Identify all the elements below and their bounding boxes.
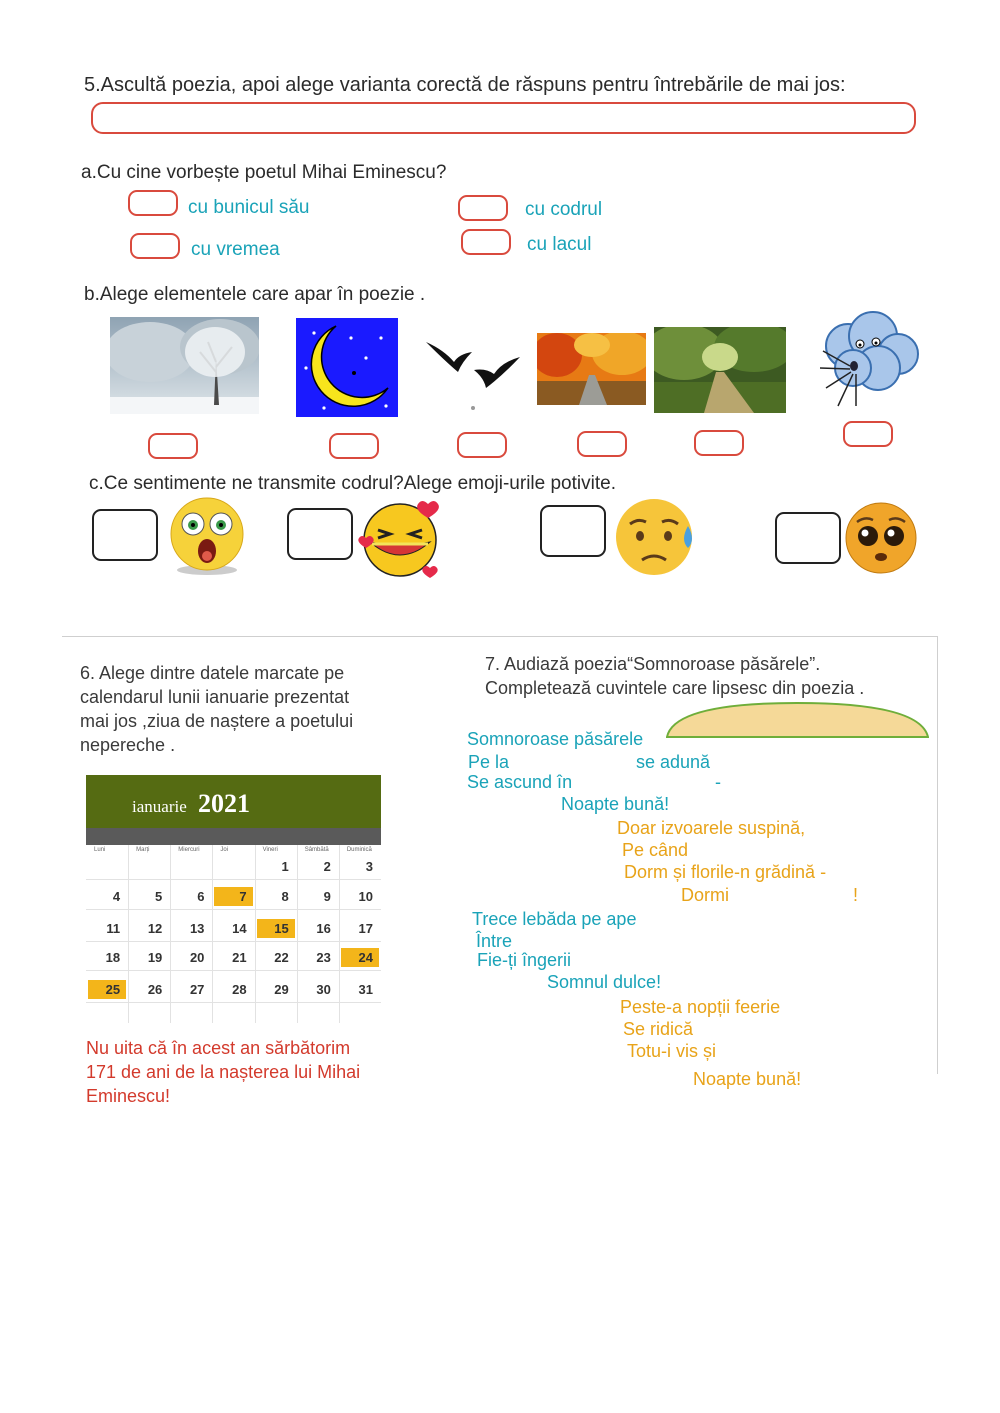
checkbox-emoji-pleading[interactable] — [775, 512, 841, 564]
calendar-day: 13 — [189, 921, 205, 936]
calendar-day-highlighted[interactable]: 25 — [88, 980, 126, 999]
checkbox-moon[interactable] — [329, 433, 379, 459]
q7-line-1: 7. Audiază poezia“Somnoroase păsărele”. — [485, 654, 821, 674]
calendar — [86, 775, 381, 1023]
calendar-gridline — [255, 845, 256, 1023]
calendar-day: 27 — [189, 982, 205, 997]
calendar-day: 8 — [281, 889, 289, 904]
section-divider — [62, 636, 938, 637]
checkbox-option-4[interactable] — [461, 229, 511, 255]
poem-line-2a: Pe la — [468, 752, 510, 772]
winter-tree-image — [110, 317, 259, 414]
option-2-label: cu codrul — [525, 199, 603, 220]
weekday-label: Joi — [220, 847, 229, 853]
calendar-day: 6 — [197, 889, 205, 904]
checkbox-option-1[interactable] — [128, 190, 178, 216]
calendar-gridline — [170, 845, 171, 1023]
checkbox-emoji-love[interactable] — [287, 508, 353, 560]
birthday-note — [86, 1036, 360, 1108]
laughing-love-emoji-icon — [358, 498, 446, 580]
poem-line-13: Peste-a nopții feerie — [620, 997, 781, 1017]
answer-drop-zone[interactable] — [666, 701, 929, 739]
calendar-day: 9 — [323, 889, 331, 904]
poem-line-5: Doar izvoarele suspină, — [617, 818, 806, 838]
calendar-day: 22 — [274, 950, 289, 965]
poem-line-9: Trece lebăda pe ape — [472, 909, 637, 929]
poem-line-15: Totu-i vis și — [627, 1041, 717, 1061]
q5a-question: a.Cu cine vorbește poetul Mihai Eminescu? — [81, 162, 447, 183]
poem-line-3a: Se ascund în — [467, 772, 573, 792]
calendar-subheader — [86, 828, 381, 845]
moon-image — [296, 318, 398, 417]
q6-line-3: mai jos ,ziua de naștere a poetului — [80, 711, 354, 731]
calendar-day: 3 — [365, 859, 373, 874]
checkbox-autumn-road[interactable] — [577, 431, 627, 457]
calendar-day: 1 — [281, 859, 289, 874]
calendar-day: 14 — [232, 921, 247, 936]
calendar-gridline — [128, 845, 129, 1023]
poem-line-14: Se ridică — [623, 1019, 694, 1039]
q5-title: 5.Ascultă poezia, apoi alege varianta corectă de răspuns pentru întrebările de mai jos: — [84, 74, 846, 96]
calendar-gridline — [212, 845, 213, 1023]
checkbox-emoji-surprised[interactable] — [92, 509, 158, 561]
autumn-road-image — [537, 333, 646, 405]
checkbox-forest-path[interactable] — [694, 430, 744, 456]
calendar-day: 29 — [274, 982, 289, 997]
calendar-day-highlighted[interactable]: 15 — [257, 919, 295, 938]
calendar-gridline — [86, 1002, 381, 1003]
weekday-label: Vineri — [262, 847, 278, 853]
calendar-day: 20 — [189, 950, 205, 965]
poem-line-3b: - — [715, 772, 721, 792]
checkbox-swallows[interactable] — [457, 432, 507, 458]
surprised-emoji-icon — [166, 496, 248, 576]
option-3-label: cu vremea — [191, 239, 280, 260]
checkbox-emoji-sad[interactable] — [540, 505, 606, 557]
poem-line-12: Somnul dulce! — [547, 972, 662, 992]
swallows-image — [424, 332, 522, 412]
poem-line-4: Noapte bună! — [561, 794, 670, 814]
poem-line-8a: Dormi — [681, 885, 729, 905]
calendar-day: 5 — [155, 889, 163, 904]
poem-line-2b: se adună — [636, 752, 711, 772]
calendar-day: 16 — [316, 921, 331, 936]
poem-line-6: Pe când — [622, 840, 689, 860]
calendar-gridline — [86, 970, 381, 971]
q7-line-2: Completează cuvintele care lipsesc din poezia . — [485, 678, 865, 698]
calendar-day: 17 — [358, 921, 373, 936]
note-line-1: Nu uita că în acest an sărbătorim — [86, 1038, 351, 1058]
q6-instructions — [80, 661, 353, 757]
weekday-label: Miercuri — [178, 847, 200, 853]
checkbox-option-2[interactable] — [458, 195, 508, 221]
poem-line-16: Noapte bună! — [693, 1069, 802, 1089]
calendar-day: 21 — [232, 950, 247, 965]
pleading-emoji-icon — [843, 500, 919, 576]
sad-sweat-emoji-icon — [612, 496, 700, 578]
calendar-day: 23 — [316, 950, 331, 965]
poem-line-10: Între — [476, 931, 513, 951]
calendar-month: ianuarie — [132, 797, 187, 816]
poem-line-1: Somnoroase păsărele — [467, 729, 644, 749]
poem-line-8b: ! — [853, 885, 859, 905]
note-line-3: Eminescu! — [86, 1086, 171, 1106]
forest-path-image — [654, 327, 786, 413]
calendar-day: 30 — [316, 982, 331, 997]
q5c-question: c.Ce sentimente ne transmite codrul?Alege emoji-urile potivite. — [89, 473, 616, 494]
weekday-label: Marți — [136, 847, 150, 853]
calendar-day: 11 — [106, 921, 121, 936]
calendar-day: 19 — [147, 950, 163, 965]
note-line-2: 171 de ani de la nașterea lui Mihai — [86, 1062, 361, 1082]
poem-line-7: Dorm și florile-n grădină - — [624, 862, 827, 882]
calendar-day-highlighted[interactable]: 24 — [341, 948, 379, 967]
q5b-question: b.Alege elementele care apar în poezie . — [84, 284, 426, 305]
calendar-gridline — [297, 845, 298, 1023]
option-1-label: cu bunicul său — [188, 197, 310, 218]
q6-line-1: 6. Alege dintre datele marcate pe — [80, 663, 345, 683]
weekday-label: Luni — [94, 847, 106, 853]
q6-line-4: nepereche . — [80, 735, 176, 755]
calendar-day: 18 — [105, 950, 121, 965]
calendar-day: 10 — [358, 889, 373, 904]
option-4-label: cu lacul — [527, 234, 592, 255]
calendar-gridline — [86, 909, 381, 910]
checkbox-option-3[interactable] — [130, 233, 180, 259]
calendar-gridline — [339, 845, 340, 1023]
calendar-day: 28 — [232, 982, 247, 997]
calendar-day: 26 — [147, 982, 163, 997]
calendar-day: 4 — [112, 889, 121, 904]
checkbox-winter-tree[interactable] — [148, 433, 198, 459]
section-border-right — [937, 636, 938, 1074]
weekday-label: Sâmbătă — [304, 847, 329, 853]
calendar-gridline — [86, 879, 381, 880]
q7-instructions — [485, 652, 864, 700]
calendar-grid — [86, 845, 381, 1023]
calendar-header — [86, 775, 381, 828]
calendar-day: 31 — [358, 982, 373, 997]
calendar-day: 2 — [323, 859, 331, 874]
poem-line-11: Fie-ți îngerii — [477, 950, 572, 970]
calendar-year: 2021 — [198, 789, 250, 818]
wind-cloud-image — [818, 306, 922, 414]
calendar-gridline — [86, 941, 381, 942]
weekday-label: Duminică — [346, 847, 372, 853]
answer-field[interactable] — [91, 102, 916, 134]
checkbox-wind-cloud[interactable] — [843, 421, 893, 447]
calendar-day: 12 — [147, 921, 163, 936]
q6-line-2: calendarul lunii ianuarie prezentat — [80, 687, 350, 707]
calendar-day-highlighted[interactable]: 7 — [214, 887, 252, 906]
